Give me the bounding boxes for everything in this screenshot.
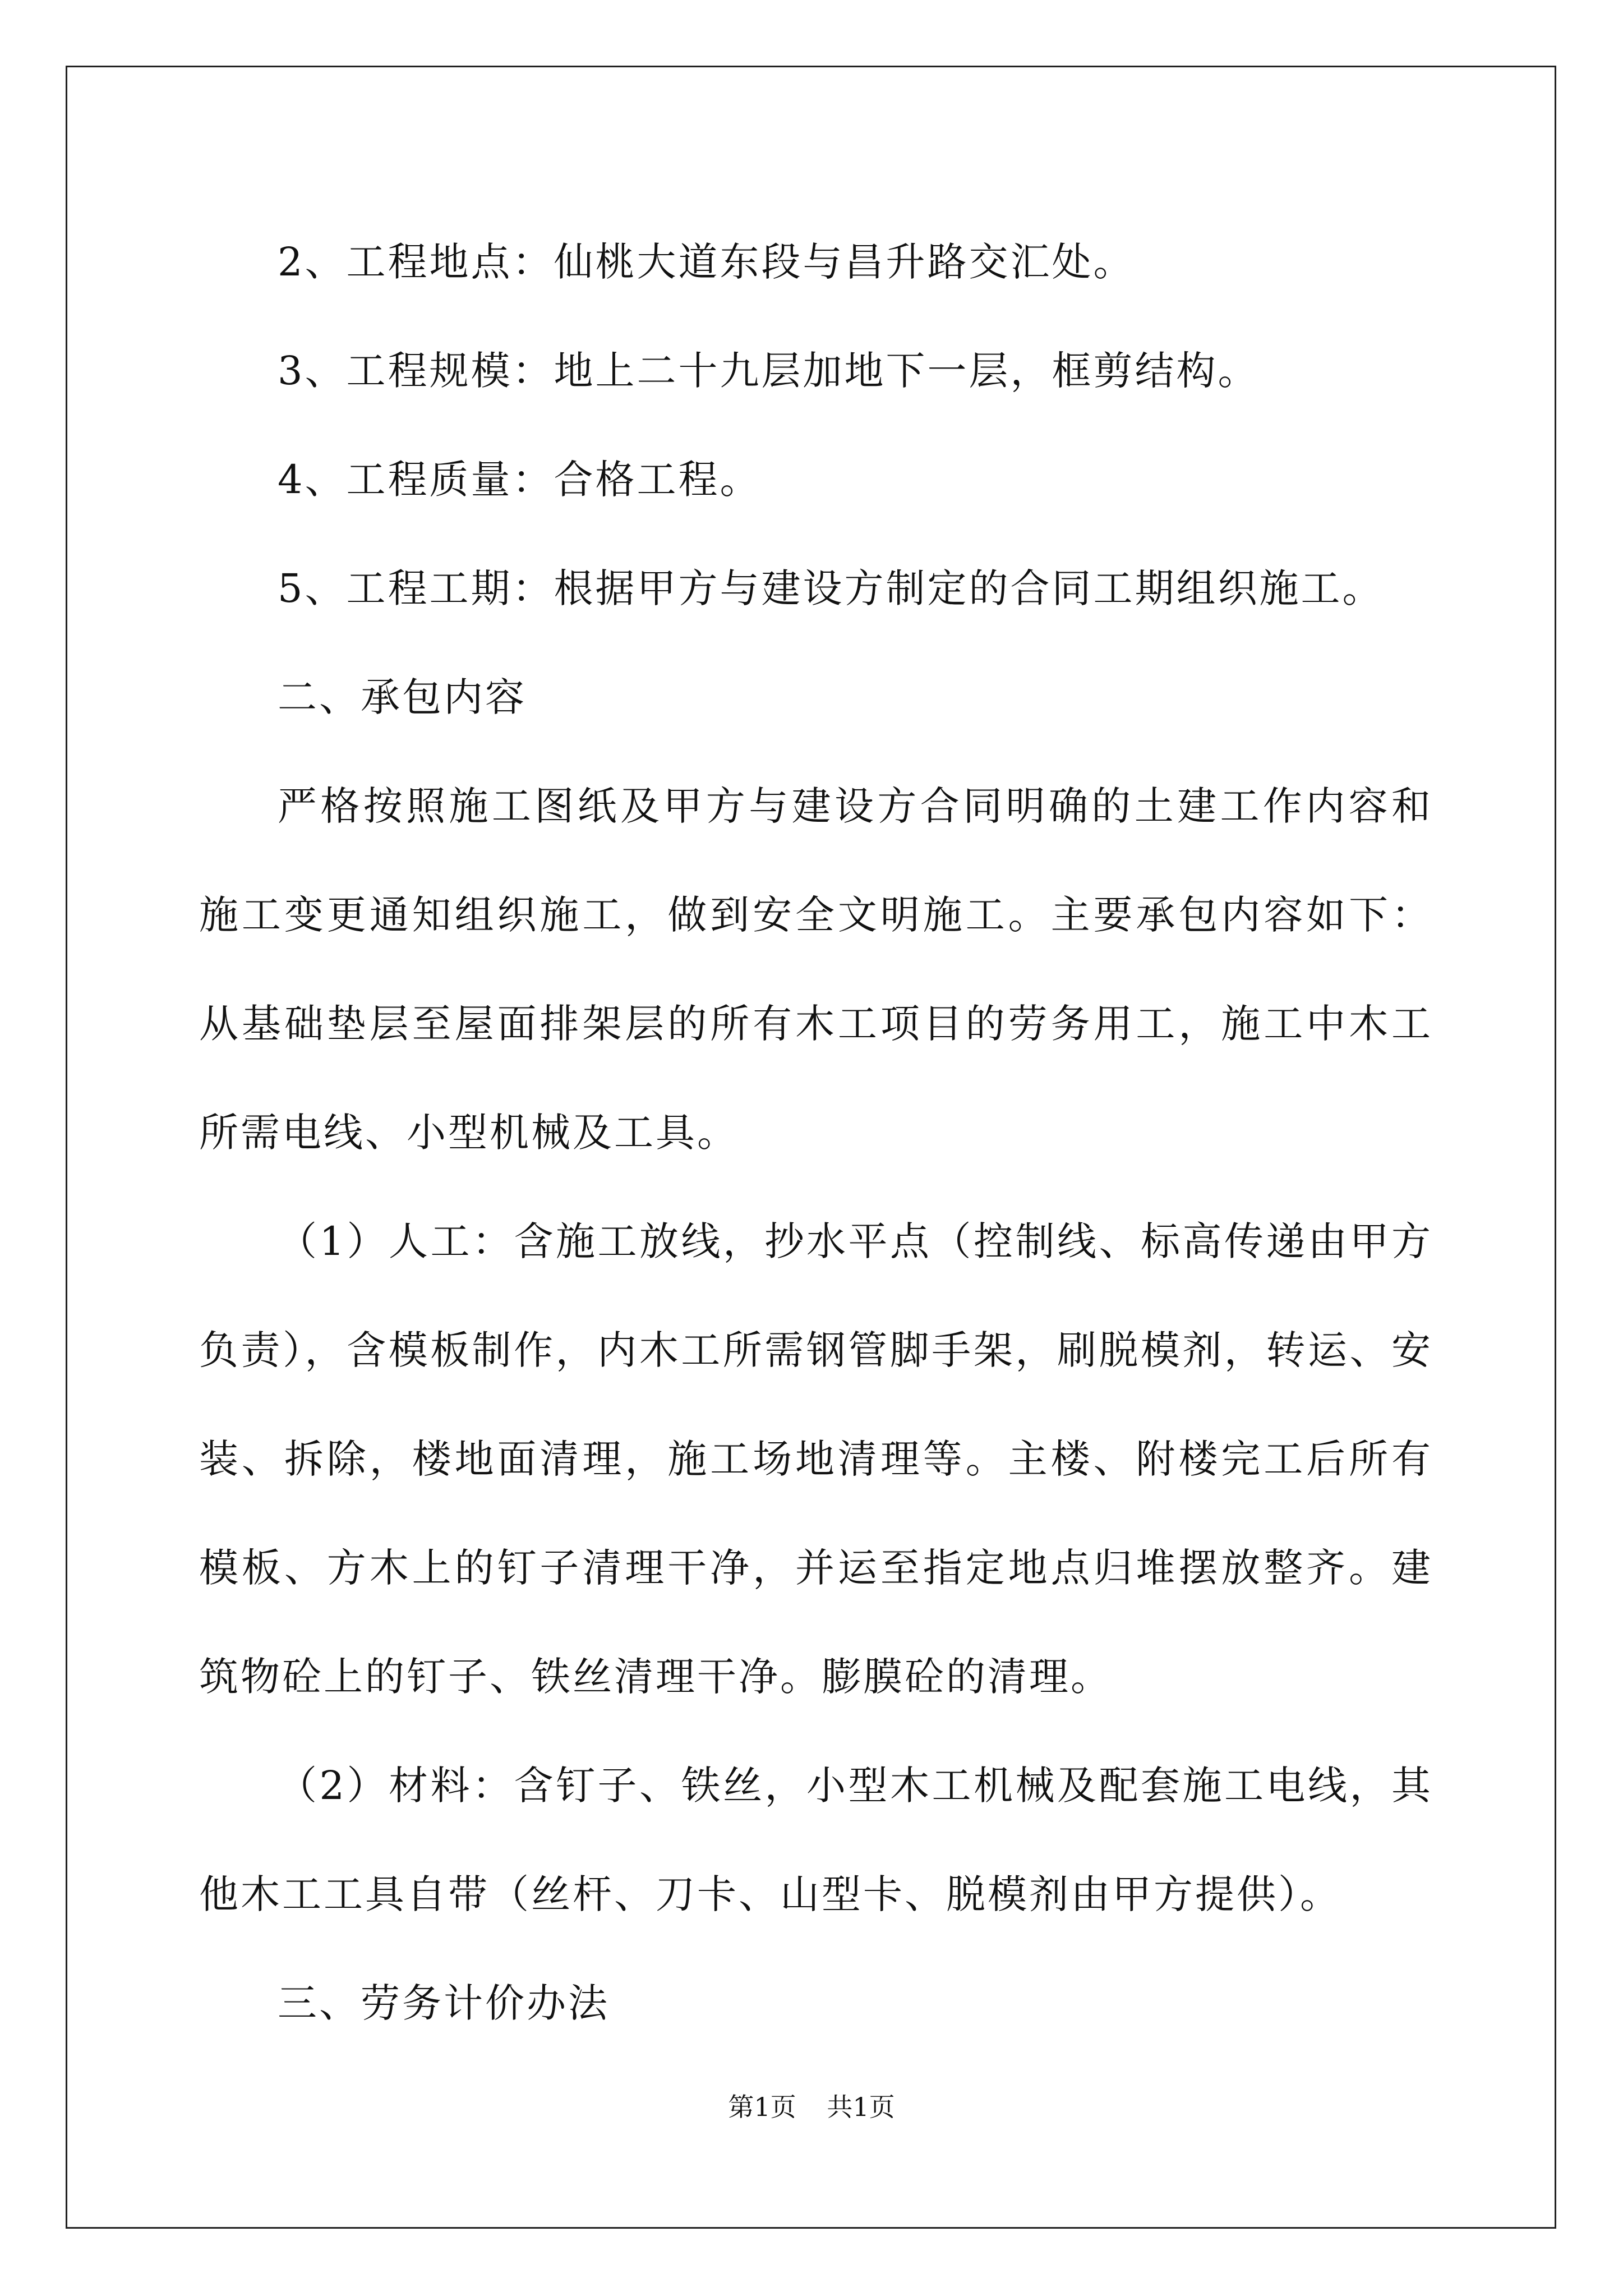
- paragraph-project-location: 2、工程地点：仙桃大道东段与昌升路交汇处。: [278, 239, 1135, 285]
- section-heading-contract-content: 二、承包内容: [278, 674, 527, 720]
- paragraph-project-quality: 4、工程质量：合格工程。: [278, 457, 762, 503]
- paragraph-project-scale: 3、工程规模：地上二十九层加地下一层，框剪结构。: [278, 348, 1260, 394]
- page-number: 第1页: [728, 2092, 796, 2122]
- paragraph-materials: （2）材料：含钉子、铁丝，小型木工机械及配套施工电线，其他木工工具自带（丝杆、刀卡、山型卡、脱模剂由甲方提供）。: [199, 1763, 1433, 1917]
- page-total: 共1页: [827, 2092, 895, 2122]
- document-body: [199, 208, 1433, 2058]
- paragraph-contract-scope: 严格按照施工图纸及甲方与建设方合同明确的土建工作内容和施工变更通知组织施工，做到安全文明施工。主要承包内容如下：从基础垫层至屋面排架层的所有木工项目的劳务用工，施工中木工所需电线、小型机械及工具。: [199, 783, 1433, 1156]
- section-heading-pricing-method: 三、劳务计价办法: [278, 1980, 610, 2026]
- paragraph-labor: （1）人工：含施工放线，抄水平点（控制线、标高传递由甲方负责），含模板制作，内木工所需钢管脚手架，刷脱模剂，转运、安装、拆除，楼地面清理，施工场地清理等。主楼、附楼完工后所有模板、方木上的钉子清理干净，并运至指定地点归堆摆放整齐。建筑物砼上的钉子、铁丝清理干净。膨膜砼的清理。: [199, 1218, 1433, 1700]
- paragraph-project-duration: 5、工程工期：根据甲方与建设方制定的合同工期组织施工。: [278, 565, 1384, 611]
- page-footer: [0, 2087, 1623, 2124]
